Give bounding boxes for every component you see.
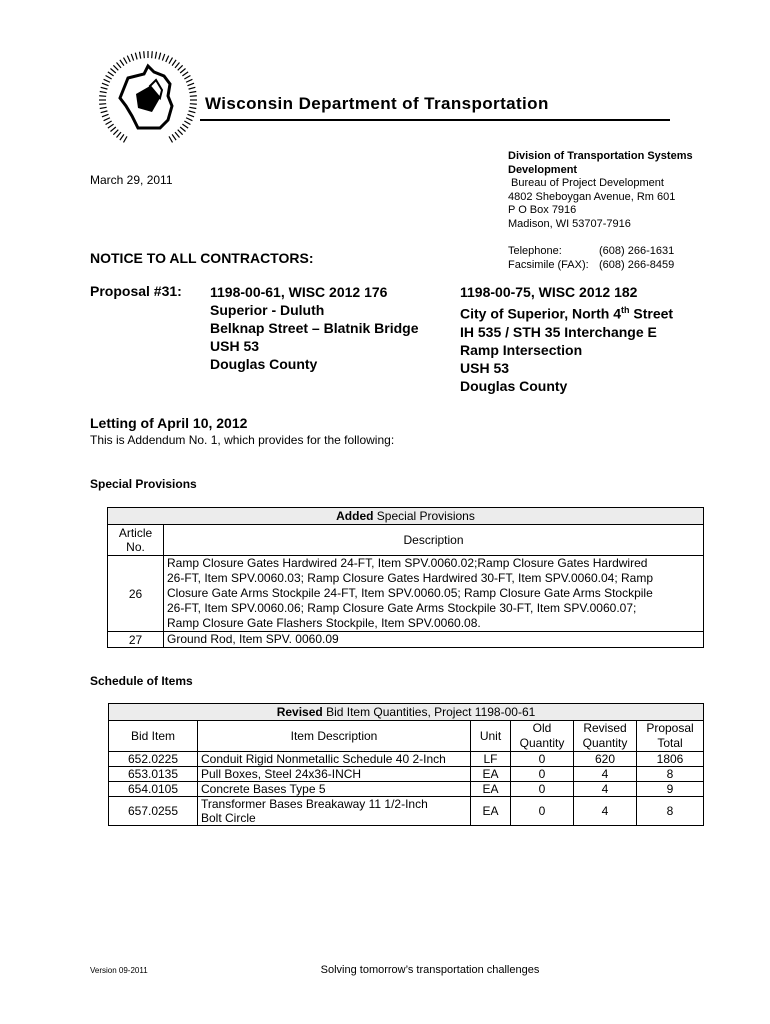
old-quantity: 0 (511, 767, 574, 782)
addendum-text: This is Addendum No. 1, which provides for the following: (90, 433, 395, 447)
old-quantity: 0 (511, 797, 574, 826)
item-unit: EA (471, 797, 511, 826)
column-header-old-quantity (511, 721, 574, 752)
header-text: Revised (583, 721, 627, 735)
description-line: Ramp Closure Gates Hardwired 24-FT, Item SPV.0060.02;Ramp Closure Gates Hardwired (167, 556, 648, 570)
telephone-label: Telephone: (508, 245, 562, 257)
notice-heading: NOTICE TO ALL CONTRACTORS: (90, 250, 314, 266)
project-2-street-post: Street (629, 305, 674, 322)
item-description (198, 797, 471, 826)
description-line: Bolt Circle (201, 811, 256, 825)
item-description: Pull Boxes, Steel 24x36-INCH (198, 767, 471, 782)
telephone-value: (608) 266-1631 (599, 245, 675, 257)
article-number: 27 (108, 632, 164, 648)
column-header-proposal-total (637, 721, 704, 752)
header-text: Total (657, 736, 683, 750)
bureau-name: Bureau of Project Development (508, 177, 664, 189)
revised-quantity: 620 (574, 752, 637, 767)
caption-rest: Bid Item Quantities, Project 1198-00-61 (322, 705, 536, 719)
project-2-block (460, 283, 673, 395)
table-row (109, 797, 704, 826)
project-1-line: Douglas County (210, 356, 318, 372)
bid-item-code: 657.0255 (109, 797, 198, 826)
item-unit: LF (471, 752, 511, 767)
header-text: Proposal (646, 721, 694, 735)
header-text: No. (126, 540, 145, 554)
revised-quantity: 4 (574, 782, 637, 797)
article-description (164, 556, 704, 632)
project-1-block (210, 283, 419, 373)
version-label: Version 09-2011 (90, 966, 148, 975)
division-name-line1: Division of Transportation Systems (508, 150, 693, 162)
address-line1: 4802 Sheboygan Avenue, Rm 601 (508, 190, 676, 203)
description-line: Ground Rod, Item SPV. 0060.09 (167, 632, 339, 646)
table-header-row (109, 721, 704, 752)
table-row (109, 752, 704, 767)
table-caption (108, 508, 704, 525)
header-text: Quantity (582, 736, 628, 750)
column-header-unit: Unit (471, 721, 511, 752)
bid-item-code: 652.0225 (109, 752, 198, 767)
caption-rest: Special Provisions (373, 509, 475, 523)
special-provisions-table (107, 507, 704, 648)
footer-tagline: Solving tomorrow’s transportation challenges (320, 964, 540, 976)
caption-bold: Revised (276, 705, 323, 719)
item-unit: EA (471, 767, 511, 782)
description-line: Transformer Bases Breakaway 11 1/2-Inch (201, 797, 428, 811)
project-2-street-sup: th (621, 305, 630, 315)
article-description (164, 632, 704, 648)
project-2-line: IH 535 / STH 35 Interchange E (460, 323, 657, 340)
project-2-line: 1198-00-75, WISC 2012 182 (460, 284, 638, 300)
table-caption-row (109, 704, 704, 721)
fax-label: Facsimile (FAX): (508, 258, 589, 271)
article-number: 26 (108, 556, 164, 632)
description-line: Closure Gate Arms Stockpile 24-FT, Item SPV.0060.05; Ramp Closure Gate Arms Stockpile (167, 586, 653, 600)
column-header-bid-item: Bid Item (109, 721, 198, 752)
schedule-of-items-heading: Schedule of Items (90, 674, 193, 688)
table-row (109, 767, 704, 782)
wisconsin-state-outline-icon (98, 50, 198, 150)
project-1-line: Belknap Street – Blatnik Bridge (210, 320, 419, 336)
header-rule (200, 119, 670, 121)
table-caption-row (108, 508, 704, 525)
address-line3: Madison, WI 53707-7916 (508, 217, 631, 230)
fax-row (508, 259, 718, 273)
proposal-label: Proposal #31: (90, 283, 182, 299)
old-quantity: 0 (511, 782, 574, 797)
address-line2: P O Box 7916 (508, 204, 577, 216)
bid-items-table (108, 703, 704, 826)
proposal-total: 8 (637, 767, 704, 782)
project-2-line: Ramp Intersection (460, 341, 583, 358)
proposal-total: 8 (637, 797, 704, 826)
table-header-row (108, 525, 704, 556)
table-row (108, 632, 704, 648)
project-2-line (460, 301, 673, 323)
header-text: Quantity (519, 736, 565, 750)
project-2-street-pre: City of Superior, North 4 (460, 305, 622, 322)
project-2-line: Douglas County (460, 377, 568, 394)
organization-name: Wisconsin Department of Transportation (205, 94, 549, 113)
column-header-revised-quantity (574, 721, 637, 752)
letter-date: March 29, 2011 (90, 173, 173, 187)
item-unit: EA (471, 782, 511, 797)
revised-quantity: 4 (574, 767, 637, 782)
special-provisions-heading: Special Provisions (90, 477, 197, 491)
column-header-article (108, 525, 164, 556)
bid-item-code: 654.0105 (109, 782, 198, 797)
proposal-total: 9 (637, 782, 704, 797)
table-row (109, 782, 704, 797)
bid-item-code: 653.0135 (109, 767, 198, 782)
project-1-line: USH 53 (210, 338, 260, 354)
proposal-total: 1806 (637, 752, 704, 767)
description-line: 26-FT, Item SPV.0060.06; Ramp Closure Gate Arms Stockpile 30-FT, Item SPV.0060.07; (167, 601, 637, 615)
division-name-line2: Development (508, 163, 578, 176)
letting-heading: Letting of April 10, 2012 (90, 415, 248, 431)
item-description: Concrete Bases Type 5 (198, 782, 471, 797)
fax-value: (608) 266-8459 (599, 258, 675, 271)
column-header-item-description: Item Description (198, 721, 471, 752)
header-text: Old (532, 721, 552, 735)
division-address-block (508, 150, 718, 272)
caption-bold: Added (336, 509, 374, 523)
old-quantity: 0 (511, 752, 574, 767)
telephone-row (508, 245, 718, 259)
description-line: 26-FT, Item SPV.0060.03; Ramp Closure Gates Hardwired 30-FT, Item SPV.0060.04; Ramp (167, 571, 654, 585)
table-caption (109, 704, 704, 721)
project-1-line: 1198-00-61, WISC 2012 176 (210, 284, 388, 300)
column-header-description: Description (164, 525, 704, 556)
revised-quantity: 4 (574, 797, 637, 826)
description-line: Ramp Closure Gate Flashers Stockpile, Item SPV.0060.08. (167, 616, 481, 630)
item-description: Conduit Rigid Nonmetallic Schedule 40 2-Inch (198, 752, 471, 767)
project-1-line: Superior - Duluth (210, 302, 325, 318)
project-2-line: USH 53 (460, 359, 510, 376)
header-text: Article (118, 526, 153, 540)
table-row (108, 556, 704, 632)
